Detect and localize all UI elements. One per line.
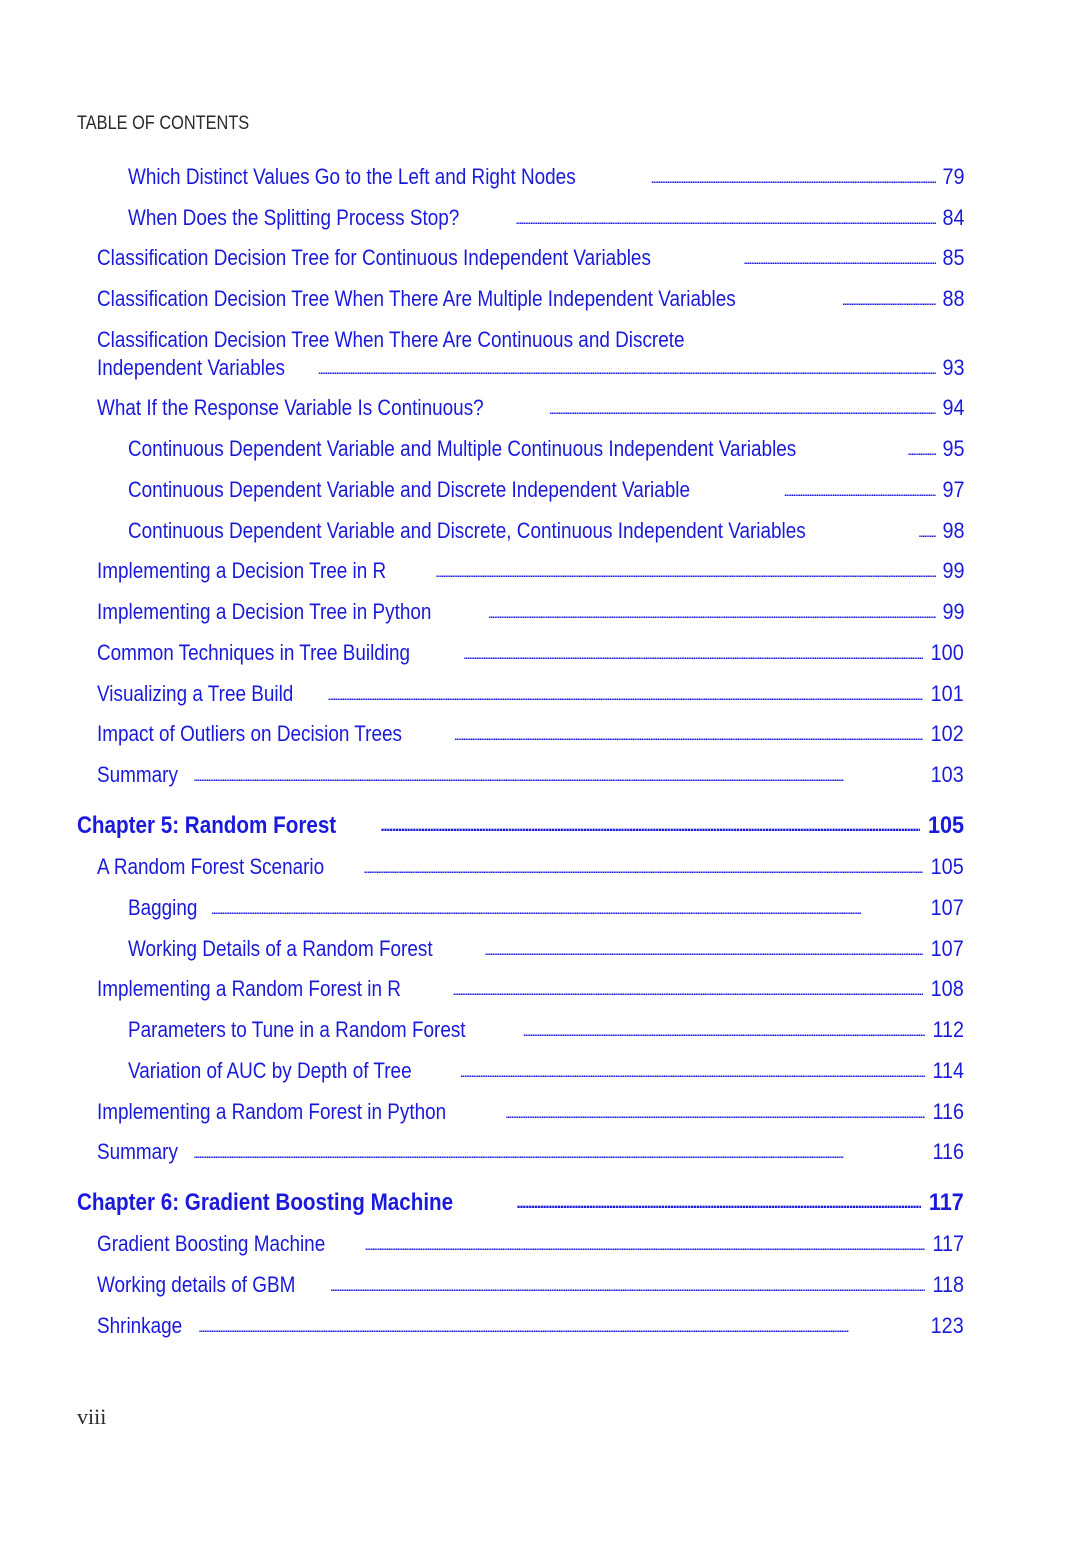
toc-entry-title: Summary bbox=[97, 762, 178, 787]
toc-entry-summary-ch4[interactable] bbox=[97, 761, 964, 789]
toc-entry-random-forest-python[interactable] bbox=[97, 1098, 964, 1126]
toc-entry-page-number: 84 bbox=[941, 205, 964, 230]
toc-entry-title: A Random Forest Scenario bbox=[97, 854, 325, 879]
toc-entry-classification-continuous[interactable] bbox=[97, 244, 964, 272]
toc-entry-page-number: 116 bbox=[932, 1139, 964, 1164]
dot-leader bbox=[463, 643, 923, 665]
dot-leader bbox=[842, 289, 936, 311]
dot-leader bbox=[515, 208, 935, 230]
toc-entry-impact-outliers[interactable] bbox=[97, 720, 964, 748]
dot-leader bbox=[330, 1275, 925, 1297]
running-head: TABLE OF CONTENTS bbox=[77, 113, 250, 134]
toc-entry-page-number: 117 bbox=[932, 1231, 964, 1256]
toc-entry-page-number: 114 bbox=[932, 1058, 964, 1083]
toc-entry-title: Which Distinct Values Go to the Left and Right Nodes bbox=[128, 164, 576, 189]
toc-entry-title-line2-row bbox=[97, 354, 964, 382]
dot-leader bbox=[743, 248, 935, 270]
toc-entry-response-variable-continuous[interactable] bbox=[97, 394, 964, 422]
dot-leader bbox=[454, 724, 924, 746]
toc-entry-page-number: 118 bbox=[932, 1272, 964, 1297]
toc-entry-title: Working Details of a Random Forest bbox=[128, 936, 433, 961]
toc-chapter-page-number: 105 bbox=[927, 812, 964, 839]
toc-entry-page-number: 116 bbox=[932, 1099, 964, 1124]
toc-entry-title: Implementing a Random Forest in R bbox=[97, 976, 401, 1001]
toc-entry-page-number: 99 bbox=[941, 558, 964, 583]
dot-leader bbox=[784, 480, 936, 502]
dot-leader bbox=[452, 979, 923, 1001]
dot-leader bbox=[523, 1020, 925, 1042]
toc-entry-title: Continuous Dependent Variable and Discrete, Continuous Independent Variables bbox=[128, 518, 806, 543]
toc-entry-title: What If the Response Variable Is Continuous? bbox=[97, 395, 484, 420]
toc-entry-summary-ch5[interactable] bbox=[97, 1138, 964, 1166]
toc-entry-page-number: 108 bbox=[930, 976, 964, 1001]
toc-entry-visualizing-tree[interactable] bbox=[97, 680, 964, 708]
toc-entry-decision-tree-python[interactable] bbox=[97, 598, 964, 626]
toc-chapter-6[interactable] bbox=[77, 1188, 964, 1218]
toc-entry-title: Shrinkage bbox=[97, 1313, 183, 1338]
toc-entry-random-forest-scenario[interactable] bbox=[97, 853, 964, 881]
dot-leader bbox=[435, 561, 935, 583]
dot-leader bbox=[549, 398, 936, 420]
toc-entry-page-number: 79 bbox=[941, 164, 964, 189]
toc-entry-page-number: 107 bbox=[930, 936, 964, 961]
toc-entry-page-number: 99 bbox=[941, 599, 964, 624]
toc-entry-page-number: 88 bbox=[941, 286, 964, 311]
toc-entry-page-number: 101 bbox=[930, 681, 964, 706]
dot-leader bbox=[918, 521, 935, 543]
toc-entry-common-techniques[interactable] bbox=[97, 639, 964, 667]
page-number-folio: viii bbox=[77, 1404, 107, 1429]
toc-entry-variation-auc[interactable] bbox=[128, 1057, 964, 1085]
dot-leader bbox=[651, 167, 936, 189]
dot-leader bbox=[364, 1234, 925, 1256]
toc-entry-page-number: 107 bbox=[930, 895, 964, 920]
toc-chapter-page-number: 117 bbox=[929, 1189, 964, 1216]
toc-chapter-title: Chapter 5: Random Forest bbox=[77, 812, 337, 839]
toc-entry-page-number: 93 bbox=[941, 355, 964, 380]
toc-entry-classification-continuous-discrete[interactable] bbox=[97, 326, 964, 382]
toc-entry-title: Variation of AUC by Depth of Tree bbox=[128, 1058, 412, 1083]
toc-chapter-title: Chapter 6: Gradient Boosting Machine bbox=[77, 1189, 454, 1216]
dot-leader bbox=[318, 358, 936, 380]
toc-entry-decision-tree-r[interactable] bbox=[97, 557, 964, 585]
toc-entry-page-number: 94 bbox=[941, 395, 964, 420]
dot-leader bbox=[488, 602, 936, 624]
toc-entry-title: Working details of GBM bbox=[97, 1272, 296, 1297]
dot-leader bbox=[193, 765, 923, 787]
dot-leader bbox=[363, 857, 923, 879]
dot-leader bbox=[198, 1316, 923, 1338]
toc-entry-page-number: 102 bbox=[930, 721, 964, 746]
dot-leader bbox=[327, 684, 923, 706]
toc-entry-working-details-random-forest[interactable] bbox=[128, 935, 964, 963]
toc-entry-page-number: 103 bbox=[930, 762, 964, 787]
toc-entry-title: Continuous Dependent Variable and Discrete Independent Variable bbox=[128, 477, 691, 502]
dot-leader bbox=[460, 1061, 925, 1083]
dot-leader bbox=[505, 1102, 925, 1124]
toc-entry-random-forest-r[interactable] bbox=[97, 975, 964, 1003]
toc-entry-title: Parameters to Tune in a Random Forest bbox=[128, 1017, 466, 1042]
toc-entry-distinct-values-nodes[interactable] bbox=[128, 163, 964, 191]
toc-entry-title: Common Techniques in Tree Building bbox=[97, 640, 411, 665]
toc-entry-classification-multiple[interactable] bbox=[97, 285, 964, 313]
dot-leader bbox=[193, 1142, 925, 1164]
toc-entry-title: Summary bbox=[97, 1139, 178, 1164]
toc-entry-gradient-boosting-machine[interactable] bbox=[97, 1230, 964, 1258]
toc-entry-title: Impact of Outliers on Decision Trees bbox=[97, 721, 402, 746]
toc-entry-parameters-tune[interactable] bbox=[128, 1016, 964, 1044]
toc-entry-splitting-process-stop[interactable] bbox=[128, 204, 964, 232]
toc-entry-title-line1: Classification Decision Tree When There Are Continuous and Discrete bbox=[97, 327, 685, 352]
toc-entry-title: Classification Decision Tree for Continuous Independent Variables bbox=[97, 245, 651, 270]
toc-entry-title: Implementing a Decision Tree in Python bbox=[97, 599, 432, 624]
toc-entry-continuous-discrete-continuous[interactable] bbox=[128, 517, 964, 545]
toc-entry-title: When Does the Splitting Process Stop? bbox=[128, 205, 460, 230]
toc-entry-page-number: 98 bbox=[941, 518, 964, 543]
toc-entry-continuous-discrete[interactable] bbox=[128, 476, 964, 504]
toc-entry-bagging[interactable] bbox=[128, 894, 964, 922]
toc-entry-title: Continuous Dependent Variable and Multiple Continuous Independent Variables bbox=[128, 436, 797, 461]
toc-entry-page-number: 123 bbox=[930, 1313, 964, 1338]
dot-leader bbox=[907, 439, 935, 461]
dot-leader bbox=[516, 1192, 921, 1216]
toc-entry-title: Implementing a Decision Tree in R bbox=[97, 558, 387, 583]
toc-entry-working-details-gbm[interactable] bbox=[97, 1271, 964, 1299]
toc-entry-page-number: 112 bbox=[932, 1017, 964, 1042]
toc-entry-page-number: 85 bbox=[941, 245, 964, 270]
toc-entry-title-line2: Independent Variables bbox=[97, 355, 285, 380]
dot-leader bbox=[484, 939, 923, 961]
toc-entry-page-number: 95 bbox=[941, 436, 964, 461]
toc-entry-title: Bagging bbox=[128, 895, 198, 920]
toc-entry-page-number: 105 bbox=[930, 854, 964, 879]
toc-entry-title: Implementing a Random Forest in Python bbox=[97, 1099, 447, 1124]
toc-entry-title: Visualizing a Tree Build bbox=[97, 681, 294, 706]
toc-entry-title: Classification Decision Tree When There Are Multiple Independent Variables bbox=[97, 286, 736, 311]
toc-entry-page-number: 100 bbox=[930, 640, 964, 665]
toc-entry-shrinkage[interactable] bbox=[97, 1312, 964, 1340]
toc-chapter-5[interactable] bbox=[77, 811, 964, 841]
toc-entry-continuous-multiple-continuous[interactable] bbox=[128, 435, 964, 463]
toc-entry-page-number: 97 bbox=[941, 477, 964, 502]
dot-leader bbox=[211, 898, 924, 920]
toc-entry-title: Gradient Boosting Machine bbox=[97, 1231, 326, 1256]
dot-leader bbox=[380, 815, 920, 839]
